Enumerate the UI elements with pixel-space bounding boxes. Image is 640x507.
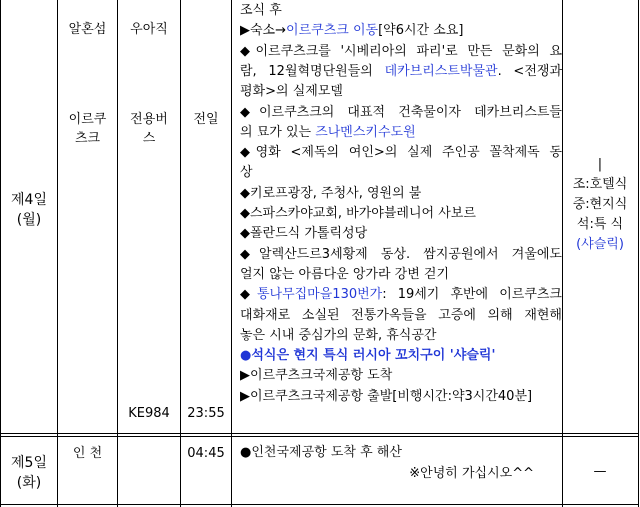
day4-transport-2b: 스 [142,131,156,146]
day4-transport-1: 우아직 [130,22,168,37]
schedule-text: 람, 12월혁명단원들의 [240,63,385,79]
day4-weekday: (월) [16,212,42,228]
schedule-text: [약6시간 소요] [378,23,464,39]
day4-schedule-line [240,123,562,143]
day4-schedule-line [240,285,562,305]
schedule-text: ●석식은 현지 특식 러시아 꼬치구이 '샤슬릭' [240,348,496,364]
day4-flight-time: 23:55 [187,406,225,421]
day4-schedule-line [240,184,562,204]
day4-flight-no: KE984 [128,406,170,421]
day4-schedule-line [240,366,562,386]
day5-line-1: ●인천국제공항 도착 후 해산 [240,445,402,460]
row-divider [0,433,639,434]
schedule-text: ▶이르쿠츠크국제공항 도착 [240,368,393,384]
day5-weekday: (화) [16,475,42,491]
meal-dinner: 석:특 식 [576,217,624,232]
schedule-text: ◆키로프광장, 주청사, 영원의 불 [240,185,422,201]
schedule-text: ▶이르쿠츠크국제공항 출발[비행시간:약3시간40분] [240,388,533,404]
column-divider [180,0,181,507]
schedule-text: ◆이르쿠츠크를 '시베리아의 파리'로 만든 문화의 요 [240,43,562,59]
schedule-text: ◆영화 <제독의 여인>의 실제 주인공 꼴착제독 동 [240,145,562,161]
schedule-text: 대화재로 소실된 전통가옥들을 고증에 의해 재현해 [240,307,562,323]
day4-schedule-line [240,1,562,21]
meal-breakfast: 조:호텔식 [572,177,628,192]
day4-place-2 [58,110,117,148]
schedule-text: ◆이르쿠츠크의 대표적 건축물이자 데카브리스트들 [240,104,562,120]
day4-schedule-line [240,42,562,62]
schedule-text: ▶숙소→ [240,23,287,39]
schedule-text: 상 [240,165,253,181]
schedule-text: 즈나멘스키수도원 [315,124,416,140]
day5-time: 04:45 [187,446,225,461]
day4-schedule-line [240,21,562,41]
schedule-text: ◆스파스카야교회, 바가야블레니어 사보르 [240,206,476,221]
day4-schedule-line [240,163,562,183]
row-divider [0,436,639,437]
day5-line-2: ※안녕히 가십시오^^ [409,466,534,481]
schedule-text: 통나무집마을130번가 [256,287,383,303]
day4-schedule-line [240,265,562,285]
schedule-text: ◆폴란드식 가톨릭성당 [240,226,368,242]
schedule-text: 이르쿠츠크 이동 [286,23,379,39]
day5-place: 인 천 [72,446,103,461]
day4-place-2a: 이르쿠 [68,112,107,127]
day5-label [0,453,58,493]
day4-schedule-line [240,143,562,163]
day4-place-2b: 츠크 [74,131,101,146]
day5-meal: — [593,464,607,479]
column-divider [117,0,118,507]
column-divider [231,0,232,507]
day4-schedule-line [240,62,562,82]
column-divider [562,0,563,507]
column-divider [57,0,58,507]
day4-schedule-line [240,82,562,102]
day4-schedule-line [240,387,562,407]
day5-day: 제5일 [11,455,47,471]
table-border-right [638,0,639,507]
day4-day: 제4일 [11,192,47,208]
day4-place-1: 알혼섬 [68,22,107,37]
schedule-text: 얼지 않는 아름다운 앙가라 강변 걷기 [240,266,450,282]
day4-time: 전일 [193,112,219,127]
table-border-bottom [0,504,639,505]
day4-label [0,190,58,230]
schedule-text: 데카브리스트박물관 [384,63,498,79]
day4-meals [566,155,634,255]
meal-dinner-detail: (샤슬릭) [576,237,624,252]
schedule-text: 평화>의 실제모델 [240,84,343,100]
day4-transport-2 [118,110,180,148]
table-border-left [0,0,1,507]
schedule-text: . <전쟁과 [497,63,562,79]
schedule-text: 의 묘가 있는 [240,124,316,140]
meal-divider: | [597,157,603,172]
schedule-text: 조식 후 [240,3,282,18]
meal-lunch: 중:현지식 [572,197,628,212]
day4-schedule-line [240,245,562,265]
schedule-text: ◆알렉산드르3세황제 동상. 쌈지공원에서 겨울에도 [240,246,562,262]
day4-schedule-line [240,204,562,224]
schedule-text: ◆ [240,287,257,303]
schedule-text: : 19세기 후반에 이르쿠츠크 [382,287,562,303]
day4-schedule-line [240,326,562,346]
day4-schedule-line [240,306,562,326]
day4-transport-2a: 전용버 [130,112,168,127]
schedule-text: 놓은 시내 중심가의 문화, 휴식공간 [240,327,437,343]
day4-schedule-line [240,346,562,366]
day4-schedule-line [240,103,562,123]
day4-schedule-line [240,224,562,244]
